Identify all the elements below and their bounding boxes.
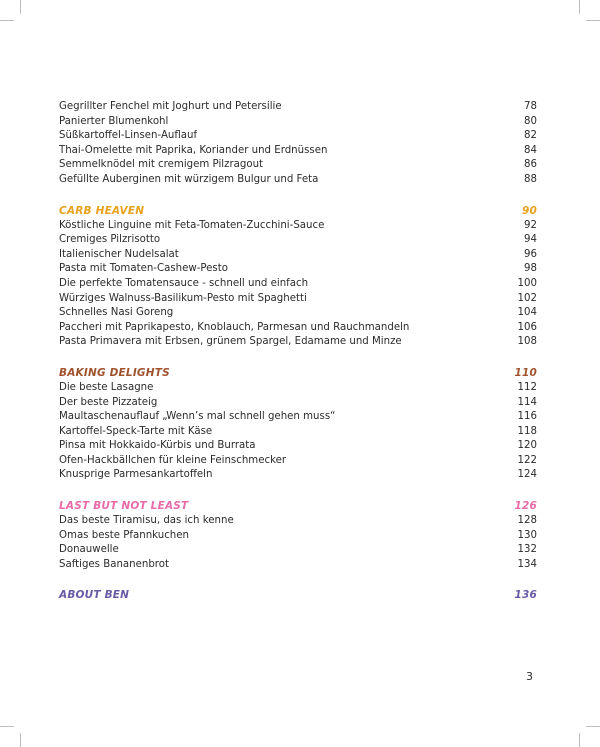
entry-page-number: 100 bbox=[517, 277, 537, 289]
toc-entry[interactable] bbox=[59, 543, 537, 558]
entry-title: Pinsa mit Hokkaido-Kürbis und Burrata bbox=[59, 440, 256, 452]
toc-entry[interactable] bbox=[59, 262, 537, 277]
entry-page-number: 112 bbox=[517, 381, 537, 393]
crop-mark bbox=[586, 726, 600, 727]
section-title: ABOUT BEN bbox=[59, 589, 130, 602]
toc-entry[interactable] bbox=[59, 514, 537, 529]
crop-mark bbox=[20, 0, 21, 14]
toc-entry[interactable] bbox=[59, 454, 537, 469]
section-gap bbox=[59, 188, 537, 203]
entry-title: Omas beste Pfannkuchen bbox=[59, 529, 189, 541]
entry-page-number: 102 bbox=[517, 292, 537, 304]
entry-title: Kartoffel-Speck-Tarte mit Käse bbox=[59, 425, 213, 437]
entry-page-number: 108 bbox=[517, 336, 537, 348]
entry-page-number: 80 bbox=[524, 115, 537, 127]
crop-mark bbox=[579, 733, 580, 747]
section-title: CARB HEAVEN bbox=[59, 204, 145, 217]
entry-title: Cremiges Pilzrisotto bbox=[59, 234, 161, 246]
toc-entry[interactable] bbox=[59, 158, 537, 173]
toc-entry[interactable] bbox=[59, 529, 537, 544]
entry-title: Knusprige Parmesankartoffeln bbox=[59, 469, 213, 481]
crop-mark bbox=[20, 733, 21, 747]
entry-page-number: 96 bbox=[524, 248, 537, 260]
entry-page-number: 86 bbox=[524, 159, 537, 171]
entry-title: Saftiges Bananenbrot bbox=[59, 558, 169, 570]
entry-title: Maultaschenauflauf „Wenn’s mal schnell gehen muss“ bbox=[59, 411, 336, 423]
entry-page-number: 92 bbox=[524, 219, 537, 231]
entry-page-number: 104 bbox=[517, 307, 537, 319]
entry-page-number: 120 bbox=[517, 440, 537, 452]
entry-title: Gegrillter Fenchel mit Joghurt und Petersilie bbox=[59, 101, 282, 112]
entry-title: Das beste Tiramisu, das ich kenne bbox=[59, 515, 234, 527]
entry-page-number: 116 bbox=[517, 411, 537, 423]
toc-entry[interactable] bbox=[59, 558, 537, 573]
entry-page-number: 118 bbox=[517, 425, 537, 437]
toc-entry[interactable] bbox=[59, 425, 537, 440]
entry-title: Süßkartoffel-Linsen-Auflauf bbox=[59, 130, 198, 142]
toc-entry[interactable] bbox=[59, 129, 537, 144]
entry-title: Schnelles Nasi Goreng bbox=[59, 307, 174, 319]
entry-title: Donauwelle bbox=[59, 544, 119, 556]
entry-page-number: 130 bbox=[517, 529, 537, 541]
toc-entry[interactable] bbox=[59, 306, 537, 321]
entry-page-number: 128 bbox=[517, 515, 537, 527]
page-number: 3 bbox=[526, 670, 533, 683]
section-heading[interactable] bbox=[59, 498, 537, 514]
entry-title: Paccheri mit Paprikapesto, Knoblauch, Parmesan und Rauchmandeln bbox=[59, 321, 410, 333]
toc-entry[interactable] bbox=[59, 144, 537, 159]
toc-entry[interactable] bbox=[59, 381, 537, 396]
section-gap bbox=[59, 483, 537, 498]
entry-title: Die perfekte Tomatensauce - schnell und einfach bbox=[59, 277, 309, 289]
section-page-number: 126 bbox=[514, 500, 537, 513]
toc-entry[interactable] bbox=[59, 396, 537, 411]
crop-mark bbox=[579, 0, 580, 14]
entry-page-number: 88 bbox=[524, 173, 537, 185]
section-gap bbox=[59, 350, 537, 365]
entry-page-number: 106 bbox=[517, 321, 537, 333]
toc-entry[interactable] bbox=[59, 468, 537, 483]
crop-mark bbox=[0, 20, 14, 21]
toc-entry[interactable] bbox=[59, 292, 537, 307]
entry-title: Pasta mit Tomaten-Cashew-Pesto bbox=[59, 263, 228, 275]
section-page-number: 110 bbox=[514, 366, 537, 379]
entry-title: Semmelknödel mit cremigem Pilzragout bbox=[59, 159, 264, 171]
entry-title: Köstliche Linguine mit Feta-Tomaten-Zucchini-Sauce bbox=[59, 219, 325, 231]
entry-title: Pasta Primavera mit Erbsen, grünem Spargel, Edamame und Minze bbox=[59, 336, 402, 348]
toc-entry[interactable] bbox=[59, 277, 537, 292]
entry-page-number: 98 bbox=[524, 263, 537, 275]
section-heading[interactable] bbox=[59, 203, 537, 219]
toc-entry[interactable] bbox=[59, 248, 537, 263]
entry-title: Thai-Omelette mit Paprika, Koriander und Erdnüssen bbox=[59, 144, 328, 156]
entry-title: Die beste Lasagne bbox=[59, 381, 154, 393]
section-heading[interactable] bbox=[59, 587, 537, 603]
toc-entry[interactable] bbox=[59, 219, 537, 234]
crop-mark bbox=[586, 20, 600, 21]
toc-entry[interactable] bbox=[59, 335, 537, 350]
toc-entry[interactable] bbox=[59, 321, 537, 336]
entry-page-number: 134 bbox=[517, 558, 537, 570]
entry-title: Würziges Walnuss-Basilikum-Pesto mit Spaghetti bbox=[59, 292, 307, 304]
entry-title: Ofen-Hackbällchen für kleine Feinschmecker bbox=[59, 454, 287, 466]
section-page-number: 136 bbox=[514, 589, 537, 602]
entry-page-number: 132 bbox=[517, 544, 537, 556]
section-title: BAKING DELIGHTS bbox=[59, 366, 170, 379]
entry-page-number: 78 bbox=[524, 101, 537, 112]
toc-entry[interactable] bbox=[59, 233, 537, 248]
section-gap bbox=[59, 572, 537, 587]
entry-page-number: 84 bbox=[524, 144, 537, 156]
entry-title: Der beste Pizzateig bbox=[59, 396, 158, 408]
entry-page-number: 122 bbox=[517, 454, 537, 466]
entry-title: Italienischer Nudelsalat bbox=[59, 248, 179, 260]
section-page-number: 90 bbox=[521, 204, 537, 217]
entry-page-number: 82 bbox=[524, 130, 537, 142]
toc-entry[interactable] bbox=[59, 439, 537, 454]
entry-page-number: 114 bbox=[517, 396, 537, 408]
toc-entry[interactable] bbox=[59, 100, 537, 115]
entry-page-number: 94 bbox=[524, 234, 537, 246]
entry-title: Gefüllte Auberginen mit würzigem Bulgur und Feta bbox=[59, 173, 319, 185]
entry-title: Panierter Blumenkohl bbox=[59, 115, 169, 127]
crop-mark bbox=[0, 726, 14, 727]
toc-entry[interactable] bbox=[59, 173, 537, 188]
toc-entry[interactable] bbox=[59, 410, 537, 425]
entry-page-number: 124 bbox=[517, 469, 537, 481]
table-of-contents bbox=[59, 100, 537, 603]
toc-entry[interactable] bbox=[59, 115, 537, 130]
section-title: LAST BUT NOT LEAST bbox=[59, 500, 189, 513]
section-heading[interactable] bbox=[59, 365, 537, 381]
